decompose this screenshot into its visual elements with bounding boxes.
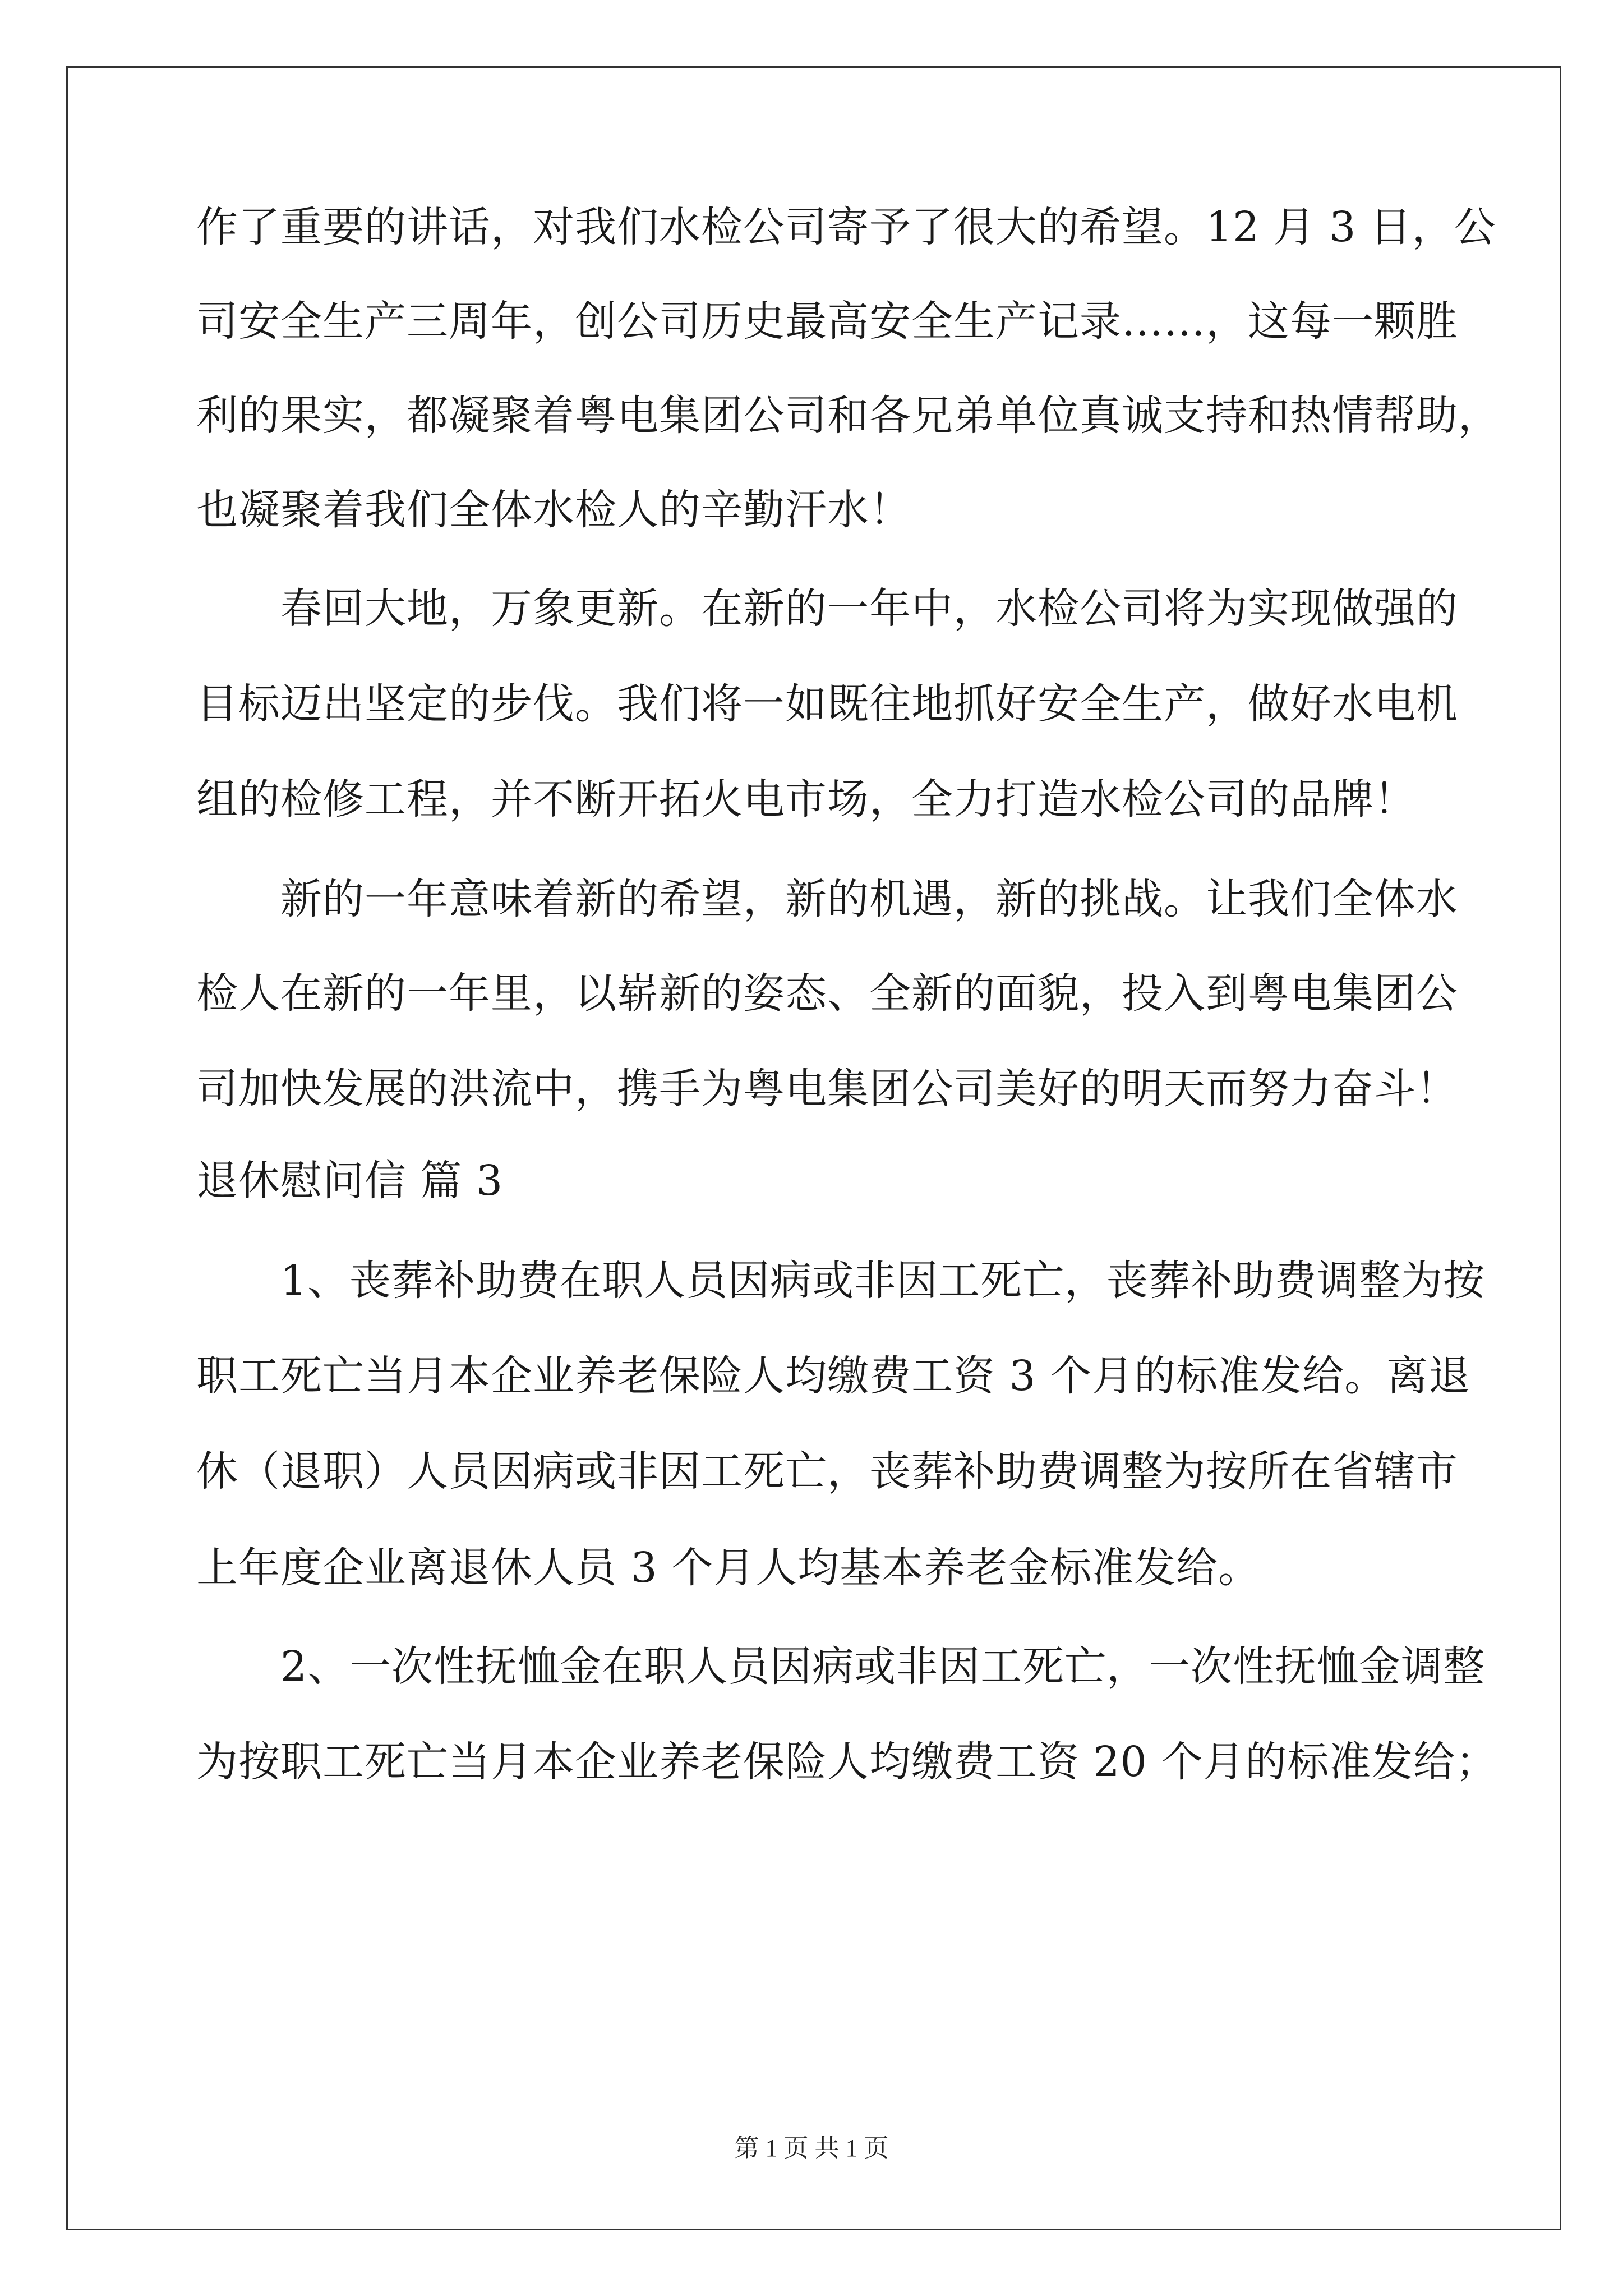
- text-line: 组的检修工程，并不断开拓火电市场，全力打造水检公司的品牌！: [196, 775, 1416, 823]
- text-line: 司加快发展的洪流中，携手为粤电集团公司美好的明天而努力奋斗！: [196, 1065, 1458, 1113]
- section-heading: 退休慰问信 篇 3: [196, 1157, 504, 1205]
- text-line: 为按职工死亡当月本企业养老保险人均缴费工资 20 个月的标准发给；: [196, 1738, 1498, 1786]
- text-line: 也凝聚着我们全体水检人的辛勤汗水！: [196, 486, 911, 534]
- page-border: [66, 66, 1561, 2230]
- text-line: 休（退职）人员因病或非因工死亡，丧葬补助费调整为按所在省辖市: [196, 1447, 1458, 1496]
- text-line: 1、丧葬补助费在职人员因病或非因工死亡，丧葬补助费调整为按: [280, 1257, 1486, 1305]
- text-line: 利的果实，都凝聚着粤电集团公司和各兄弟单位真诚支持和热情帮助，: [196, 392, 1500, 440]
- text-line: 新的一年意味着新的希望，新的机遇，新的挑战。让我们全体水: [280, 875, 1458, 923]
- text-line: 检人在新的一年里，以崭新的姿态、全新的面貌，投入到粤电集团公: [196, 969, 1458, 1018]
- text-line: 目标迈出坚定的步伐。我们将一如既往地抓好安全生产，做好水电机: [196, 680, 1458, 728]
- text-line: 司安全生产三周年，创公司历史最高安全生产记录……，这每一颗胜: [196, 297, 1458, 346]
- text-line: 2、一次性抚恤金在职人员因病或非因工死亡，一次性抚恤金调整: [280, 1642, 1486, 1691]
- text-line: 作了重要的讲话，对我们水检公司寄予了很大的希望。12 月 3 日，公: [196, 203, 1496, 251]
- text-line: 上年度企业离退休人员 3 个月人均基本养老金标准发给。: [196, 1544, 1261, 1592]
- text-line: 职工死亡当月本企业养老保险人均缴费工资 3 个月的标准发给。离退: [196, 1352, 1471, 1400]
- page-number-footer: 第 1 页 共 1 页: [734, 2134, 889, 2162]
- text-line: 春回大地，万象更新。在新的一年中，水检公司将为实现做强的: [280, 585, 1458, 633]
